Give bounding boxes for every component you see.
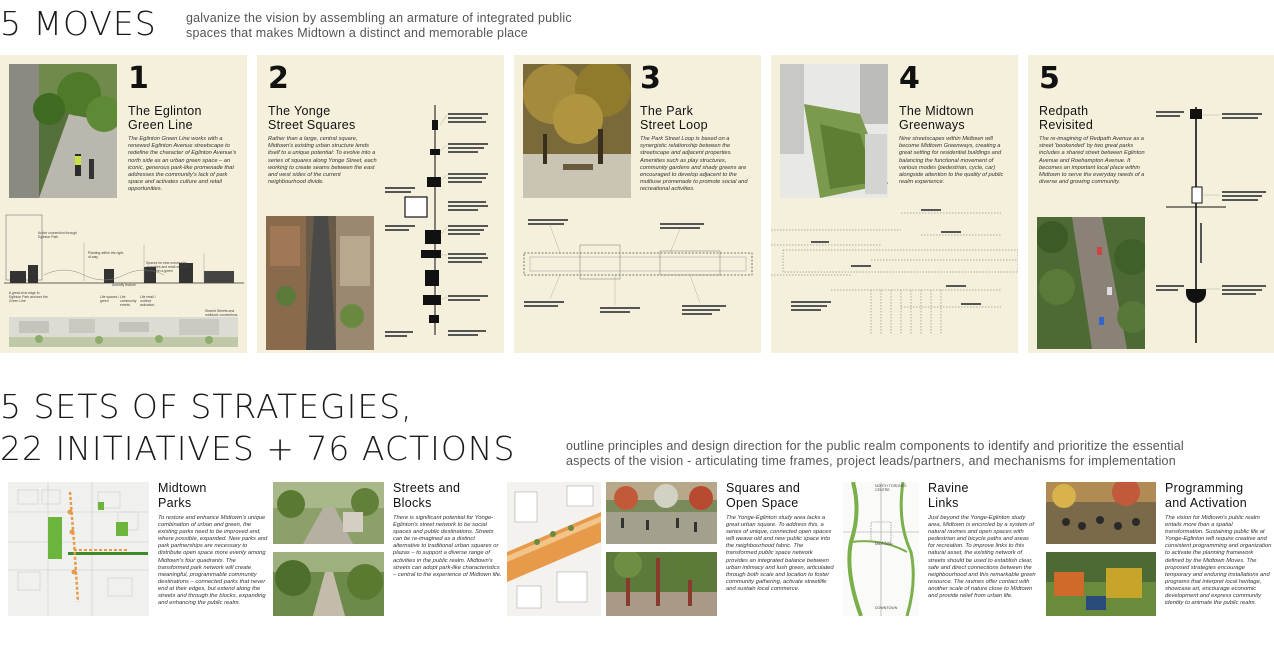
diagram-label: Life spaces / green <box>100 295 120 304</box>
strategy-title-line1: Midtown <box>158 481 207 495</box>
move-title-line1: The Eglinton <box>128 104 202 118</box>
strategy-description: Just beyond the Yonge-Eglinton study area, Midtown is encircled by a system of natural ravines and open spaces with pedestrian and bicycle paths and areas for recreation. To improve links to this natural asset, the existing network of streets should be used to establish clear, safe and direct connections between the neighbourhood and this remarkable green resource. The ravines offer contact with another scale of nature close to Midtown and provide relief from urban life. <box>928 515 1036 600</box>
yonge-squares-diagram <box>385 105 503 345</box>
strategy-title <box>393 481 460 510</box>
strategies-intro <box>566 439 1184 469</box>
moves-intro-line1: galvanize the vision by assembling an armature of integrated public <box>186 11 572 25</box>
move-title-line2: Greenways <box>899 117 965 132</box>
move-title <box>1039 105 1093 132</box>
yonge-street-aerial-photo <box>266 216 374 350</box>
diagram-label: Planting within the right-of-way <box>88 251 125 260</box>
ravine-map-label: DOWNTOWN <box>875 606 898 610</box>
move-title <box>268 105 356 132</box>
greenways-street-diagram <box>771 205 1018 345</box>
park-street-loop-plan <box>520 215 756 335</box>
diagram-label: Spaces for new community amenities and retail venues are within a green <box>146 261 188 274</box>
diagram-label: Amenity feature <box>112 283 136 287</box>
parks-map-thumbnail <box>8 482 149 616</box>
squares-photo-1 <box>606 482 717 544</box>
diagram-label: Shared Streets and midblock connections <box>205 309 238 318</box>
move-title <box>128 105 202 132</box>
ravine-map-label: MIDTOWN <box>875 542 893 546</box>
diagram-label: A great civic edge to Eglinton Park anchors the Green Line <box>9 291 48 304</box>
green-line-aerial <box>9 317 238 347</box>
streets-photo-2 <box>273 552 384 616</box>
redpath-aerial-photo <box>1037 217 1145 349</box>
move-panel-4 <box>771 55 1018 353</box>
diagram-label: Life community events <box>120 295 137 308</box>
move-title-line2: Green Line <box>128 117 193 132</box>
ravine-map-thumbnail <box>843 482 919 616</box>
move-description: The Eglinton Green Line works with a renewed Eglinton Avenue streetscape to redefine the character of Eglinton Avenue's north side as an urban green space – an iconic, generous park-like promenade that addresses the community's lack of park space and activates culture and retail opportunities. <box>128 136 237 193</box>
move-panel-3 <box>514 55 761 353</box>
move-description: Nine streetscapes within Midtown will become Midtown Greenways, creating a great setting for residential buildings and balancing the functional movement of various modes (pedestrian, cycle, car) alongside attention to the quality of public realm experience. <box>899 136 1004 186</box>
programming-photo-1 <box>1046 482 1156 544</box>
moves-intro-line2: spaces that makes Midtown a distinct and memorable place <box>186 26 528 40</box>
squares-photo-2 <box>606 552 717 616</box>
move-number: 2 <box>268 61 289 96</box>
move-number: 1 <box>128 61 149 96</box>
moves-intro <box>186 11 572 41</box>
strategies-intro-line2: aspects of the vision - articulating time frames, project leads/partners, and mechanisms for implementation <box>566 454 1176 468</box>
strategy-title-line1: Programming <box>1165 481 1244 495</box>
streets-photo-1 <box>273 482 384 544</box>
move-number: 5 <box>1039 61 1060 96</box>
strategy-title <box>1165 481 1247 510</box>
strategy-title <box>726 481 800 510</box>
squares-plan-thumbnail <box>507 482 601 616</box>
strategy-title-line2: Open Space <box>726 495 799 510</box>
move-title-line1: Redpath <box>1039 104 1089 118</box>
strategy-title-line2: Blocks <box>393 495 432 510</box>
strategy-title-line1: Streets and <box>393 481 461 495</box>
move-number: 4 <box>899 61 920 96</box>
strategies-heading-line2: 22 INITIATIVES + 76 ACTIONS <box>0 429 516 468</box>
move-title-line1: The Midtown <box>899 104 974 118</box>
move-panel-1 <box>0 55 247 353</box>
move-description: The re-imagining of Redpath Avenue as a street 'bookended' by two great parks includes a shared street between Eglinton Avenue and Roehampton Avenue. It becomes an important local place within Midtown to serve the everyday needs of a diverse and growing community. <box>1039 136 1145 186</box>
strategy-title-line1: Ravine <box>928 481 969 495</box>
ravine-map-label: NORTH TORONTO CENTRE <box>875 484 907 493</box>
moves-heading: 5 MOVES <box>0 4 157 43</box>
move-title <box>899 105 974 132</box>
redpath-section-diagram <box>1156 103 1274 349</box>
diagram-label: Active connection through Eglinton Park <box>38 231 78 240</box>
strategy-title-line2: Parks <box>158 495 192 510</box>
move-title-line2: Street Squares <box>268 117 356 132</box>
strategy-title-line1: Squares and <box>726 481 801 495</box>
programming-photo-2 <box>1046 552 1156 616</box>
greenways-render <box>780 64 888 198</box>
strategy-description: There is significant potential for Yonge-Eglinton's street network to be social spaces and public destinations. Streets can be re-imagined as a distinct alternative to traditional urban squares or plazas – to support a diverse range of activities in the public realm. Midtown's streets can adopt park-like characteristics – central to the experience of Midtown life. <box>393 515 502 578</box>
move-title-line2: Street Loop <box>640 117 708 132</box>
move-title-line2: Revisited <box>1039 117 1094 132</box>
move-description: Rather than a large, central square, Midtown's existing urban structure lends itself to a unique potential: To evolve into a series of squares along Yonge Street, each working to create seams between the east and west sides of the current neighbourhood divide. <box>268 136 377 186</box>
move-title-line1: The Park <box>640 104 694 118</box>
park-street-photo <box>523 64 631 198</box>
strategy-title <box>928 481 969 510</box>
strategy-description: The vision for Midtown's public realm entails more than a spatial transformation. Sustaining public life at Yonge-Eglinton will require creative and consistent programming and organization to activate the planning framework defined by the Midtown Moves. The proposed strategies encourage temporary and enduring installations and programs that interpret local heritage, showcase art, encourage economic development and express community identity to animate the public realm. <box>1165 515 1272 607</box>
strategy-title-line2: Links <box>928 495 959 510</box>
move-number: 3 <box>640 61 661 96</box>
move-title-line1: The Yonge <box>268 104 331 118</box>
strategies-intro-line1: outline principles and design direction for the public realm components to identify and prioritize the essential <box>566 439 1184 453</box>
strategy-description: The Yonge-Eglinton study area lacks a great urban square. To address this, a series of unique, connected open spaces will weave old and new public space into the neighbourhood fabric. The transformed public space network provides an integrated balance between urban intimacy and lush green, articulated through both scale and location to foster community gathering, activate streetlife and sustain local commerce. <box>726 515 834 592</box>
move-panel-5 <box>1028 55 1274 353</box>
move-panel-2 <box>257 55 504 353</box>
diagram-label: Life retail / outdoor activation <box>140 295 156 308</box>
strategies-heading <box>0 386 515 470</box>
strategy-title-line2: and Activation <box>1165 495 1248 510</box>
strategy-title <box>158 481 207 510</box>
move-description: The Park Street Loop is based on a synergistic relationship between the streetscape and adjacent properties. Amenities such as play structures, community gardens and shady greens are encouraged to develop adjacent to the multiuse promenade to promote social and recreational activities. <box>640 136 748 193</box>
move-title <box>640 105 708 132</box>
strategy-description: To restore and enhance Midtown's unique combination of urban and green, the existing parks need to be improved and, where possible, expanded. New parks and park partnerships are necessary to distribute open space more evenly among Midtown's four quadrants. The transformed park network will create meaningful, programmable community destinations – connected parks that never end at their edges, but extend along the streets and through the blocks, expanding and enhancing the public realm. <box>158 515 268 607</box>
green-line-photo <box>9 64 117 198</box>
strategies-heading-line1: 5 SETS OF STRATEGIES, <box>0 387 413 426</box>
